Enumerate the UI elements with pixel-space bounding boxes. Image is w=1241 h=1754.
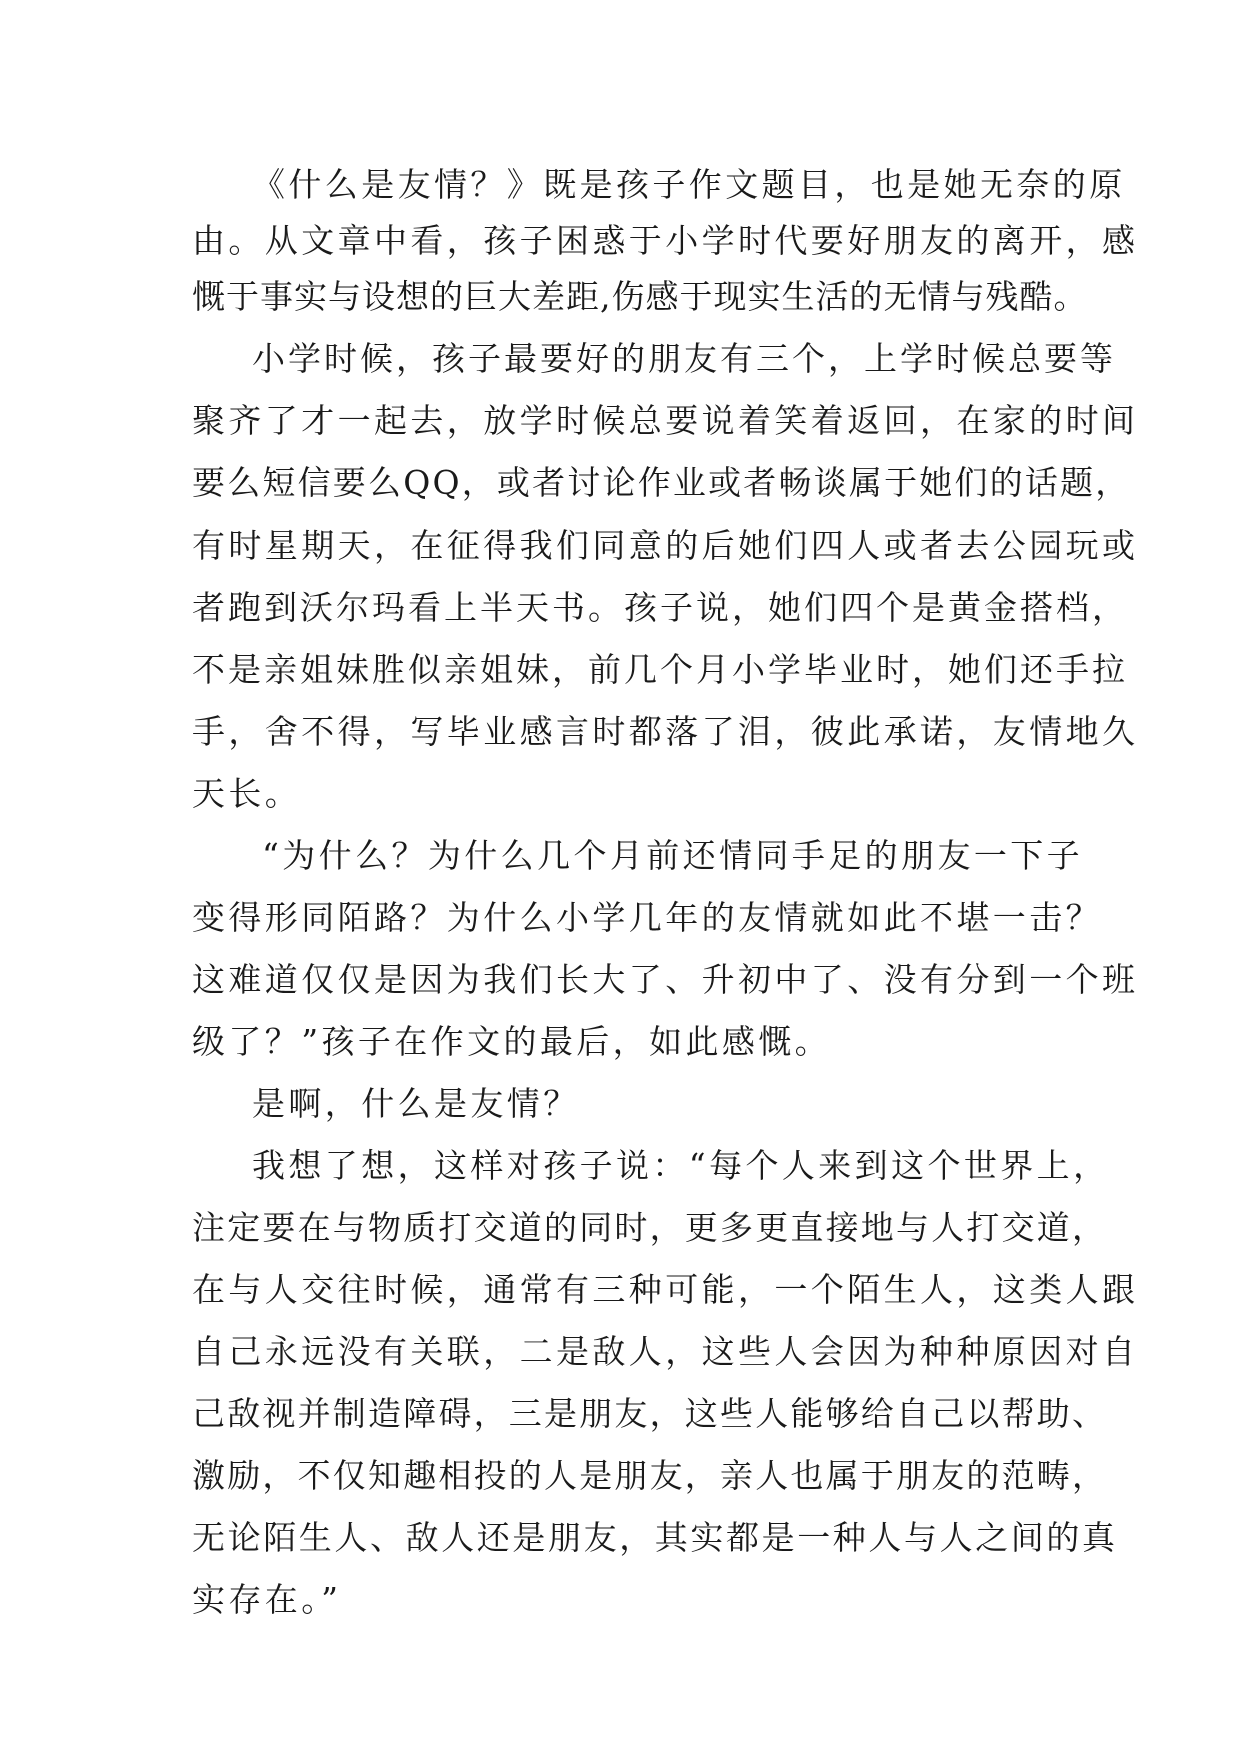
paragraph-2-line-6: 不是亲姐妹胜似亲姐妹，前几个月小学毕业时，她们还手拉: [192, 650, 1128, 689]
paragraph-4-line-1: 是啊，什么是友情？: [252, 1084, 580, 1123]
paragraph-3-line-1: “为什么？为什么几个月前还情同手足的朋友一下子: [262, 836, 1084, 875]
paragraph-2-line-1: 小学时候，孩子最要好的朋友有三个，上学时候总要等: [252, 339, 1116, 378]
paragraph-3-line-2: 变得形同陌路？为什么小学几年的友情就如此不堪一击？: [192, 898, 1102, 937]
paragraph-2-line-7: 手，舍不得，写毕业感言时都落了泪，彼此承诺，友情地久: [192, 712, 1139, 751]
paragraph-1-line-2: 由。从文章中看，孩子困惑于小学时代要好朋友的离开，感: [192, 221, 1139, 260]
paragraph-1-line-1: 《什么是友情？》既是孩子作文题目，也是她无奈的原: [252, 165, 1126, 204]
paragraph-5-line-1: 我想了想，这样对孩子说：“每个人来到这个世界上，: [252, 1146, 1110, 1185]
paragraph-2-line-4: 有时星期天，在征得我们同意的后她们四人或者去公园玩或: [192, 526, 1139, 565]
paragraph-3-line-3: 这难道仅仅是因为我们长大了、升初中了、没有分到一个班: [192, 960, 1139, 999]
paragraph-5-line-7: 无论陌生人、敌人还是朋友，其实都是一种人与人之间的真: [192, 1518, 1118, 1557]
paragraph-2-line-3: 要么短信要么QQ，或者讨论作业或者畅谈属于她们的话题，: [192, 463, 1131, 502]
paragraph-1-line-3: 慨于事实与设想的巨大差距,伤感于现实生活的无情与残酷。: [192, 277, 1088, 316]
paragraph-5-line-6: 激励，不仅知趣相投的人是朋友，亲人也属于朋友的范畴，: [192, 1456, 1108, 1495]
paragraph-3-line-4: 级了？”孩子在作文的最后，如此感慨。: [192, 1022, 832, 1061]
paragraph-5-line-2: 注定要在与物质打交道的同时，更多更直接地与人打交道，: [192, 1208, 1108, 1247]
paragraph-5-line-4: 自己永远没有关联，二是敌人，这些人会因为种种原因对自: [192, 1332, 1139, 1371]
paragraph-5-line-5: 己敌视并制造障碍，三是朋友，这些人能够给自己以帮助、: [192, 1394, 1108, 1433]
paragraph-5-line-8: 实存在。”: [192, 1580, 342, 1619]
paragraph-2-line-2: 聚齐了才一起去，放学时候总要说着笑着返回，在家的时间: [192, 401, 1139, 440]
paragraph-2-line-5: 者跑到沃尔玛看上半天书。孩子说，她们四个是黄金搭档，: [192, 588, 1128, 627]
paragraph-5-line-3: 在与人交往时候，通常有三种可能，一个陌生人，这类人跟: [192, 1270, 1139, 1309]
paragraph-2-line-8: 天长。: [192, 774, 302, 813]
